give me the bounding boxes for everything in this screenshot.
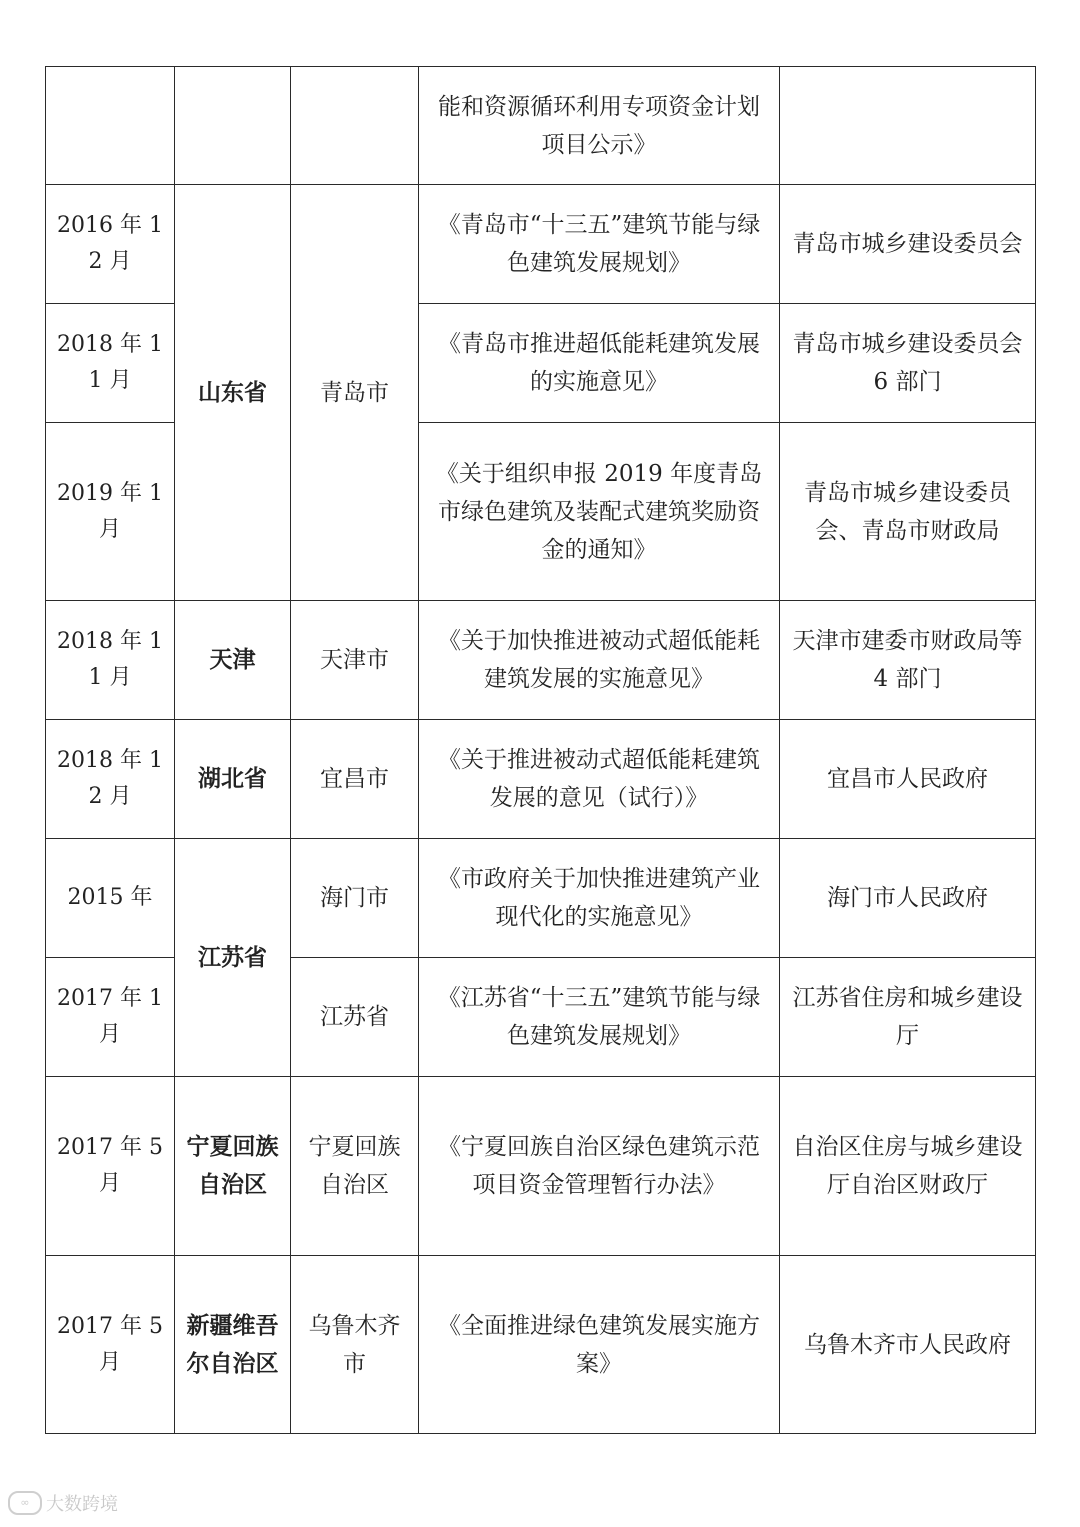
city-cell: 乌鲁木齐市 — [291, 1256, 419, 1434]
date-cell — [46, 67, 175, 185]
table-row — [46, 1256, 1036, 1434]
issuer-cell: 宜昌市人民政府 — [780, 720, 1036, 839]
document-cell: 《宁夏回族自治区绿色建筑示范项目资金管理暂行办法》 — [419, 1077, 780, 1256]
table-row — [46, 185, 1036, 304]
document-cell: 《关于推进被动式超低能耗建筑发展的意见（试行）》 — [419, 720, 780, 839]
watermark-text: 大数跨境 — [46, 1494, 118, 1515]
province-cell: 天津 — [175, 601, 291, 720]
document-cell: 《青岛市推进超低能耗建筑发展的实施意见》 — [419, 304, 780, 423]
document-cell: 《关于组织申报 2019 年度青岛市绿色建筑及装配式建筑奖励资金的通知》 — [419, 423, 780, 601]
issuer-cell: 江苏省住房和城乡建设厅 — [780, 958, 1036, 1077]
document-cell: 《全面推进绿色建筑发展实施方案》 — [419, 1256, 780, 1434]
date-cell: 2017 年 5 月 — [46, 1077, 175, 1256]
date-cell: 2015 年 — [46, 839, 175, 958]
table-row — [46, 1077, 1036, 1256]
date-cell: 2016 年 12 月 — [46, 185, 175, 304]
date-cell: 2018 年 11 月 — [46, 304, 175, 423]
issuer-cell: 青岛市城乡建设委员会 — [780, 185, 1036, 304]
date-cell: 2017 年 1 月 — [46, 958, 175, 1077]
city-cell: 海门市 — [291, 839, 419, 958]
date-cell: 2019 年 1 月 — [46, 423, 175, 601]
city-cell: 天津市 — [291, 601, 419, 720]
province-cell: 新疆维吾尔自治区 — [175, 1256, 291, 1434]
table-row — [46, 601, 1036, 720]
city-cell: 宜昌市 — [291, 720, 419, 839]
city-cell: 宁夏回族自治区 — [291, 1077, 419, 1256]
issuer-cell: 乌鲁木齐市人民政府 — [780, 1256, 1036, 1434]
document-cell: 《青岛市“十三五”建筑节能与绿色建筑发展规划》 — [419, 185, 780, 304]
issuer-cell: 自治区住房与城乡建设厅自治区财政厅 — [780, 1077, 1036, 1256]
document-cell: 《江苏省“十三五”建筑节能与绿色建筑发展规划》 — [419, 958, 780, 1077]
date-cell: 2018 年 12 月 — [46, 720, 175, 839]
province-cell — [175, 67, 291, 185]
document-cell: 能和资源循环利用专项资金计划项目公示》 — [419, 67, 780, 185]
province-cell: 江苏省 — [175, 839, 291, 1077]
province-cell: 山东省 — [175, 185, 291, 601]
city-cell — [291, 67, 419, 185]
date-cell: 2017 年 5 月 — [46, 1256, 175, 1434]
date-cell: 2018 年 11 月 — [46, 601, 175, 720]
document-cell: 《关于加快推进被动式超低能耗建筑发展的实施意见》 — [419, 601, 780, 720]
city-cell: 青岛市 — [291, 185, 419, 601]
table-row — [46, 67, 1036, 185]
issuer-cell: 天津市建委市财政局等 4 部门 — [780, 601, 1036, 720]
issuer-cell: 青岛市城乡建设委员会 6 部门 — [780, 304, 1036, 423]
document-cell: 《市政府关于加快推进建筑产业现代化的实施意见》 — [419, 839, 780, 958]
watermark-logo-icon: ∞ — [8, 1491, 42, 1515]
table-row — [46, 839, 1036, 958]
issuer-cell — [780, 67, 1036, 185]
province-cell: 宁夏回族自治区 — [175, 1077, 291, 1256]
city-cell: 江苏省 — [291, 958, 419, 1077]
province-cell: 湖北省 — [175, 720, 291, 839]
issuer-cell: 海门市人民政府 — [780, 839, 1036, 958]
policy-table — [45, 66, 1036, 1434]
table-row — [46, 720, 1036, 839]
issuer-cell: 青岛市城乡建设委员会、青岛市财政局 — [780, 423, 1036, 601]
watermark — [8, 1490, 118, 1516]
